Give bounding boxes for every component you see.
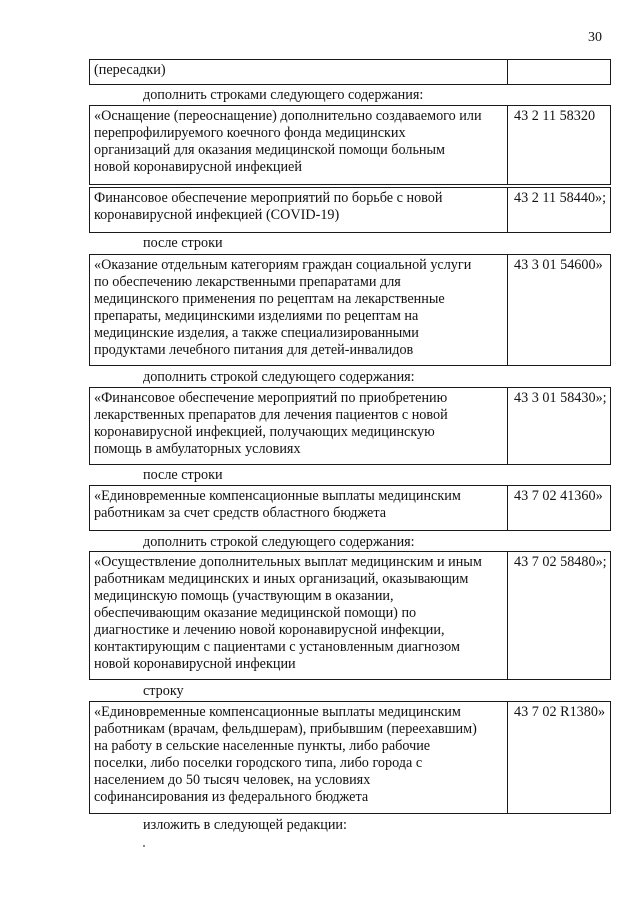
table-row (89, 551, 611, 680)
row-text-line: населением до 50 тысяч человек, на условиях (94, 772, 371, 788)
row-text-line: препараты, медицинскими изделиями по рецептам на (94, 308, 419, 324)
instruction-text: после строки (143, 467, 223, 483)
row-text-line: диагностике и лечению новой коронавирусной инфекции, (94, 622, 445, 638)
row-text-line: перепрофилируемого коечного фонда медицинских (94, 125, 406, 141)
row-text-line: медицинские изделия, а также специализированными (94, 325, 419, 341)
row-description (90, 702, 508, 813)
row-code (508, 60, 610, 84)
row-description (90, 255, 508, 365)
row-text-line: Финансовое обеспечение мероприятий по борьбе с новой (94, 190, 443, 206)
row-text-line: «Оказание отдельным категориям граждан социальной услуги (94, 257, 472, 273)
table-row (89, 485, 611, 531)
scan-speck (143, 845, 145, 847)
row-description (90, 106, 508, 184)
instruction-text: после строки (143, 235, 223, 251)
row-text-line: организаций для оказания медицинской помощи больным (94, 142, 446, 158)
row-text-line: обеспечивающим оказание медицинской помощи) по (94, 605, 417, 621)
row-text-line: работникам медицинских и иных организаций, оказывающим (94, 571, 469, 587)
row-text-line: новой коронавирусной инфекцией (94, 159, 302, 175)
row-description (90, 552, 508, 679)
table-row (89, 59, 611, 85)
instruction-text: строку (143, 683, 184, 699)
table-row (89, 254, 611, 366)
row-code: 43 7 02 41360» (514, 488, 603, 504)
row-text-line: «Финансовое обеспечение мероприятий по приобретению (94, 390, 448, 406)
row-text-line: «Оснащение (переоснащение) дополнительно создаваемого или (94, 108, 482, 124)
row-text-line: «Единовременные компенсационные выплаты медицинским (94, 704, 461, 720)
instruction-text: дополнить строкой следующего содержания: (143, 534, 415, 550)
row-text-line: коронавирусной инфекцией, получающих медицинскую (94, 424, 435, 440)
row-code: 43 7 02 58480»; (514, 554, 607, 570)
row-code: 43 2 11 58320 (514, 108, 596, 124)
instruction-text: изложить в следующей редакции: (143, 817, 347, 833)
row-description (90, 188, 508, 232)
row-text-line: коронавирусной инфекцией (COVID-19) (94, 207, 340, 223)
row-text-line: новой коронавирусной инфекции (94, 656, 296, 672)
row-description (90, 486, 508, 530)
page-number: 30 (588, 30, 602, 45)
row-description (90, 60, 508, 84)
row-text-line: на работу в сельские населенные пункты, либо рабочие (94, 738, 431, 754)
table-row (89, 701, 611, 814)
row-text-line: помощь в амбулаторных условиях (94, 441, 301, 457)
row-code: 43 3 01 54600» (514, 257, 603, 273)
row-text-line: по обеспечению лекарственными препаратами для (94, 274, 401, 290)
table-row (89, 387, 611, 465)
row-description (90, 388, 508, 464)
instruction-text: дополнить строками следующего содержания: (143, 87, 424, 103)
table-row (89, 187, 611, 233)
row-text-line: работникам (врачам, фельдшерам), прибывшим (переехавшим) (94, 721, 477, 737)
row-text-line: «Единовременные компенсационные выплаты медицинским (94, 488, 461, 504)
row-text-line: поселки, либо поселки городского типа, либо города с (94, 755, 423, 771)
row-text-line: «Осуществление дополнительных выплат медицинским и иным (94, 554, 482, 570)
row-text-line: софинансирования из федерального бюджета (94, 789, 369, 805)
row-code: 43 7 02 R1380» (514, 704, 606, 720)
row-text-line: работникам за счет средств областного бюджета (94, 505, 387, 521)
row-text-line: медицинскую помощь (участвующим в оказании, (94, 588, 394, 604)
row-text-line: (пересадки) (94, 62, 166, 78)
row-text-line: контактирующим с пациентами с установленным диагнозом (94, 639, 460, 655)
row-text-line: продуктами лечебного питания для детей-инвалидов (94, 342, 414, 358)
row-text-line: лекарственных препаратов для лечения пациентов с новой (94, 407, 448, 423)
row-text-line: медицинского применения по рецептам на лекарственные (94, 291, 445, 307)
row-code: 43 3 01 58430»; (514, 390, 607, 406)
instruction-text: дополнить строкой следующего содержания: (143, 369, 415, 385)
row-code: 43 2 11 58440»; (514, 190, 607, 206)
table-row (89, 105, 611, 185)
